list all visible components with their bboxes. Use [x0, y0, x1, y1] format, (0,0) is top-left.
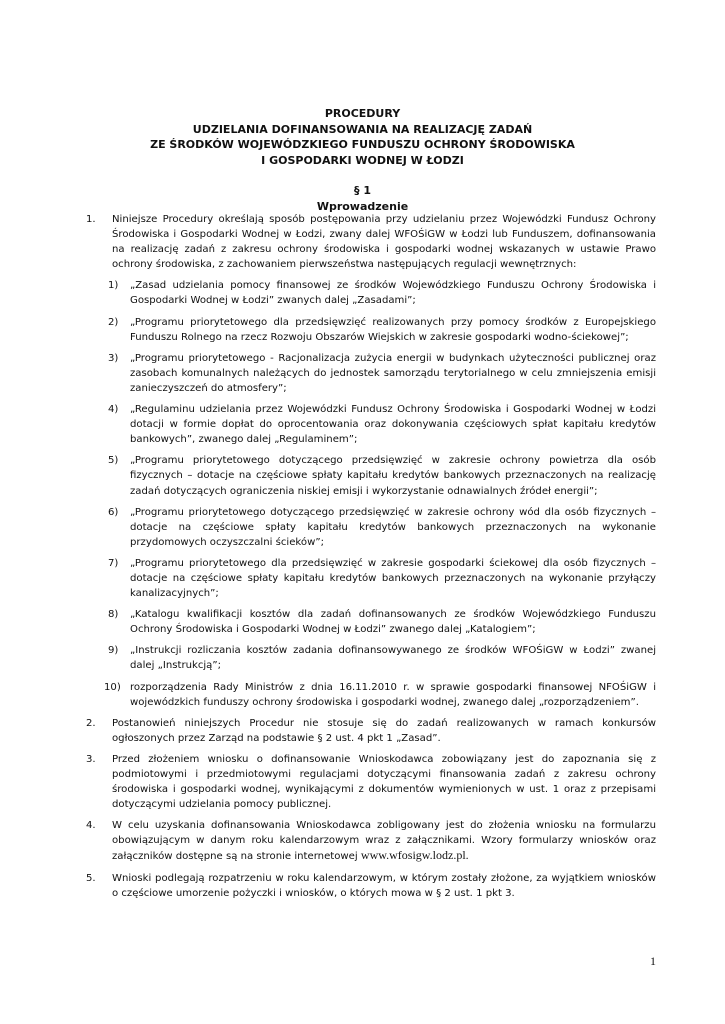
list-item-text: „Programu priorytetowego dotyczącego przedsięwzięć w zakresie ochrony wód dla osób fizycznych – dotacje na częściowe spłaty kapitału kredytów bankowych przeznaczonych na wykonanie przydomowych oczyszczalni ścieków”; [130, 506, 656, 548]
list-item [86, 402, 656, 447]
title-line-2: UDZIELANIA DOFINANSOWANIA NA REALIZACJĘ ZADAŃ [192, 122, 533, 136]
section-number: § 1 [354, 184, 371, 197]
paragraph-5 [86, 871, 656, 901]
list-item [86, 556, 656, 601]
list-item-number: 2) [108, 316, 119, 328]
list-item-number: 9) [108, 645, 119, 657]
list-item-text: rozporządzenia Rady Ministrów z dnia 16.11.2010 r. w sprawie gospodarki finansowej NFOŚiGW i wojewódzkich funduszy ochrony środowiska i gospodarki wodnej, zwanego dalej „rozporządzeniem”. [130, 681, 656, 708]
page-number: 1 [650, 954, 656, 968]
list-item [86, 680, 656, 710]
list-item-number: 1) [108, 280, 119, 292]
title-line-3: ZE ŚRODKÓW WOJEWÓDZKIEGO FUNDUSZU OCHRONY ŚRODOWISKA [150, 138, 575, 151]
list-item-text: „Programu priorytetowego dla przedsięwzięć w zakresie gospodarki ściekowej dla osób fizycznych – dotacje na częściowe spłaty kapitału kredytów bankowych przeznaczonych na wykonanie przyłączy kanalizacyjnych”; [130, 557, 656, 600]
paragraph-4 [86, 818, 656, 864]
list-item-number: 5) [108, 455, 119, 467]
title-line-4: I GOSPODARKI WODNEJ W ŁODZI [261, 153, 464, 167]
document-body [86, 212, 656, 907]
list-item-text: „Programu priorytetowego dla przedsięwzięć realizowanych przy pomocy środków z Europejskiego Funduszu Rolnego na rzecz Rozwoju Obszarów Wiejskich w zakresie gospodarki wodno-ściekowej”; [130, 316, 656, 343]
paragraph-number: 2. [86, 717, 96, 729]
list-item-text: „Programu priorytetowego dotyczącego przedsięwzięć w zakresie ochrony powietrza dla osób fizycznych – dotacje na częściowe spłaty kapitału kredytów bankowych przeznaczonych na realizację zadań dotyczących ograniczenia niskiej emisji i wykorzystanie odnawialnych źródeł energii”; [130, 455, 656, 497]
title-line-1: PROCEDURY [324, 107, 401, 120]
paragraph-text: Wnioski podlegają rozpatrzeniu w roku kalendarzowym, w którym zostały złożone, za wyjątkiem wniosków o częściowe umorzenie pożyczki i wniosków, o których mowa w § 2 ust. 1 pkt 3. [112, 872, 656, 899]
list-item [86, 505, 656, 550]
paragraph-text: Postanowień niniejszych Procedur nie stosuje się do zadań realizowanych w ramach konkursów ogłoszonych przez Zarząd na podstawie § 2 ust. 4 pkt 1 „Zasad”. [112, 717, 656, 744]
list-item-text: „Instrukcji rozliczania kosztów zadania dofinansowywanego ze środków WFOŚiGW w Łodzi” zwanej dalej „Instrukcją”; [130, 645, 656, 672]
paragraph-number: 3. [86, 753, 96, 765]
list-item [86, 278, 656, 308]
list-item-number: 8) [108, 609, 119, 621]
list-item [86, 453, 656, 498]
paragraph-1 [86, 212, 656, 272]
list-item-text: „Programu priorytetowego - Racjonalizacja zużycia energii w budynkach użyteczności publicznej oraz zasobach komunalnych należących do jednostek samorządu terytorialnego w celu zmniejszenia emisji zanieczyszczeń do atmosfery”; [130, 352, 656, 394]
list-item [86, 607, 656, 637]
list-item-number: 3) [108, 352, 119, 364]
list-item-number: 10) [104, 681, 121, 693]
list-item-number: 4) [108, 404, 119, 416]
list-item-number: 7) [108, 557, 119, 569]
list-item [86, 643, 656, 673]
paragraph-text: W celu uzyskania dofinansowania Wnioskodawca zobligowany jest do złożenia wniosku na formularzu obowiązującym w danym roku kalendarzowym wraz z załącznikami. Wzory formularzy wniosków oraz załączników dostępne są na stronie internetowej [112, 820, 656, 863]
list-item-number: 6) [108, 506, 119, 518]
list-item [86, 315, 656, 345]
list-item [86, 351, 656, 396]
website-link[interactable]: www.wfosigw.lodz.pl. [360, 848, 469, 863]
paragraph-text: Niniejsze Procedury określają sposób postępowania przy udzielaniu przez Wojewódzki Fundusz Ochrony Środowiska i Gospodarki Wodnej w Łodzi, zwany dalej WFOŚiGW w Łodzi lub Funduszem, dofinansowania na realizację zadań z zakresu ochrony środowiska i gospodarki wodnej wskazanych w ustawie Prawo ochrony środowiska, z zachowaniem pierwszeństwa następujących regulacji wewnętrznych: [112, 214, 656, 271]
paragraph-2 [86, 716, 656, 746]
section-title: Wprowadzenie [316, 199, 409, 213]
document-title [80, 106, 645, 168]
section-heading [80, 183, 645, 214]
list-item-text: „Zasad udzielania pomocy finansowej ze środków Wojewódzkiego Funduszu Ochrony Środowiska i Gospodarki Wodnej w Łodzi” zwanych dalej „Zasadami”; [130, 280, 656, 307]
paragraph-number: 4. [86, 820, 96, 832]
paragraph-text: Przed złożeniem wniosku o dofinansowanie Wnioskodawca zobowiązany jest do zapoznania się z podmiotowymi i przedmiotowymi regulacjami dotyczącymi finansowania zadań z zakresu ochrony środowiska i gospodarki wodnej, wynikającymi z dokumentów wymienionych w ust. 1 oraz z przepisami dotyczącymi udzielania pomocy publicznej. [112, 753, 656, 811]
list-item-text: „Katalogu kwalifikacji kosztów dla zadań dofinansowanych ze środków Wojewódzkiego Funduszu Ochrony Środowiska i Gospodarki Wodnej w Łodzi” zwanego dalej „Katalogiem”; [130, 609, 656, 636]
paragraph-number: 1. [86, 214, 96, 225]
paragraph-number: 5. [86, 872, 96, 884]
list-item-text: „Regulaminu udzielania przez Wojewódzki Fundusz Ochrony Środowiska i Gospodarki Wodnej w Łodzi dotacji w formie dopłat do oprocentowania oraz dokonywania częściowych spłat kapitału kredytów bankowych”, zwanego dalej „Regulaminem”; [130, 404, 656, 446]
paragraph-3 [86, 752, 656, 812]
